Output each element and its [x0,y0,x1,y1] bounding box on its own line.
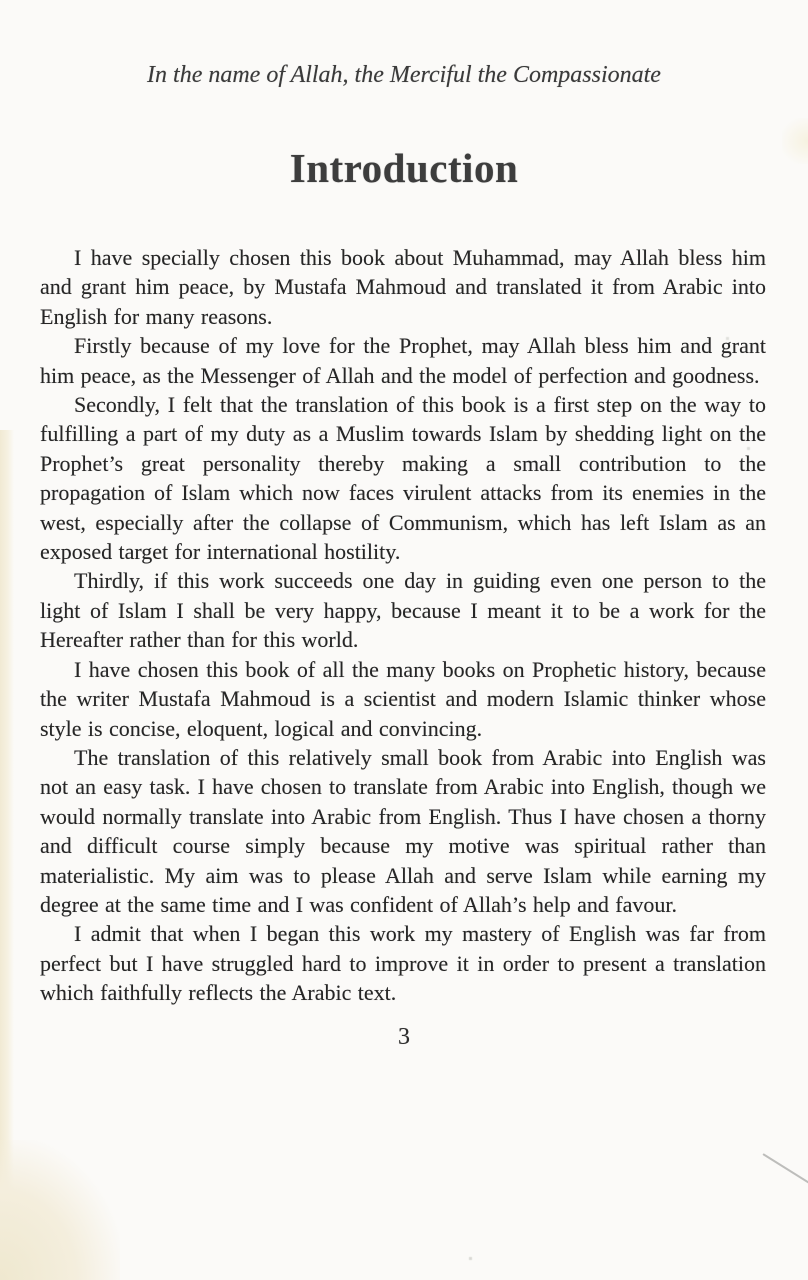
paragraph-3: Secondly, I felt that the translation of this book is a first step on the way to fulfilling a part of my duty as a Muslim towards Islam by shedding light on the Prophet’s great personality thereby making a small contribution to the propagation of Islam which now faces virulent attacks from its enemies in the west, especially after the collapse of Communism, which has left Islam as an exposed target for international hostility. [40,392,766,565]
body-text [40,243,766,1008]
paragraph-4: Thirdly, if this work succeeds one day in guiding even one person to the light of Islam I shall be very happy, because I meant it to be a work for the Hereafter rather than for this world. [40,568,766,653]
bismillah-line: In the name of Allah, the Merciful the Compassionate [147,62,661,88]
page-edge-corner-bottom-left [0,1140,120,1280]
scan-artifact-line [762,1153,808,1188]
page-number: 3 [398,1023,410,1050]
paragraph-7: I admit that when I began this work my mastery of English was far from perfect but I have struggled hard to improve it in order to present a translation which faithfully reflects the Arabic text. [40,921,766,1006]
page-edge-shadow-left [0,430,14,1280]
paragraph-2: Firstly because of my love for the Prophet, may Allah bless him and grant him peace, as the Messenger of Allah and the model of perfection and goodness. [40,333,766,388]
page-title: Introduction [289,145,519,191]
paragraph-5: I have chosen this book of all the many books on Prophetic history, because the writer Mustafa Mahmoud is a scientist and modern Islamic thinker whose style is concise, eloquent, logical and convincing. [40,656,766,741]
paragraph-6: The translation of this relatively small book from Arabic into English was not an easy task. I have chosen to translate from Arabic into English, though we would normally translate into Arabic from English. Thus I have chosen a thorny and difficult course simply because my motive was spiritual rather than materialistic. My aim was to please Allah and serve Islam while earning my degree at the same time and I was confident of Allah’s help and favour. [40,744,766,917]
scan-speckles [0,0,1,1]
paragraph-1: I have specially chosen this book about Muhammad, may Allah bless him and grant him peace, by Mustafa Mahmoud and translated it from Arabic into English for many reasons. [40,245,766,329]
